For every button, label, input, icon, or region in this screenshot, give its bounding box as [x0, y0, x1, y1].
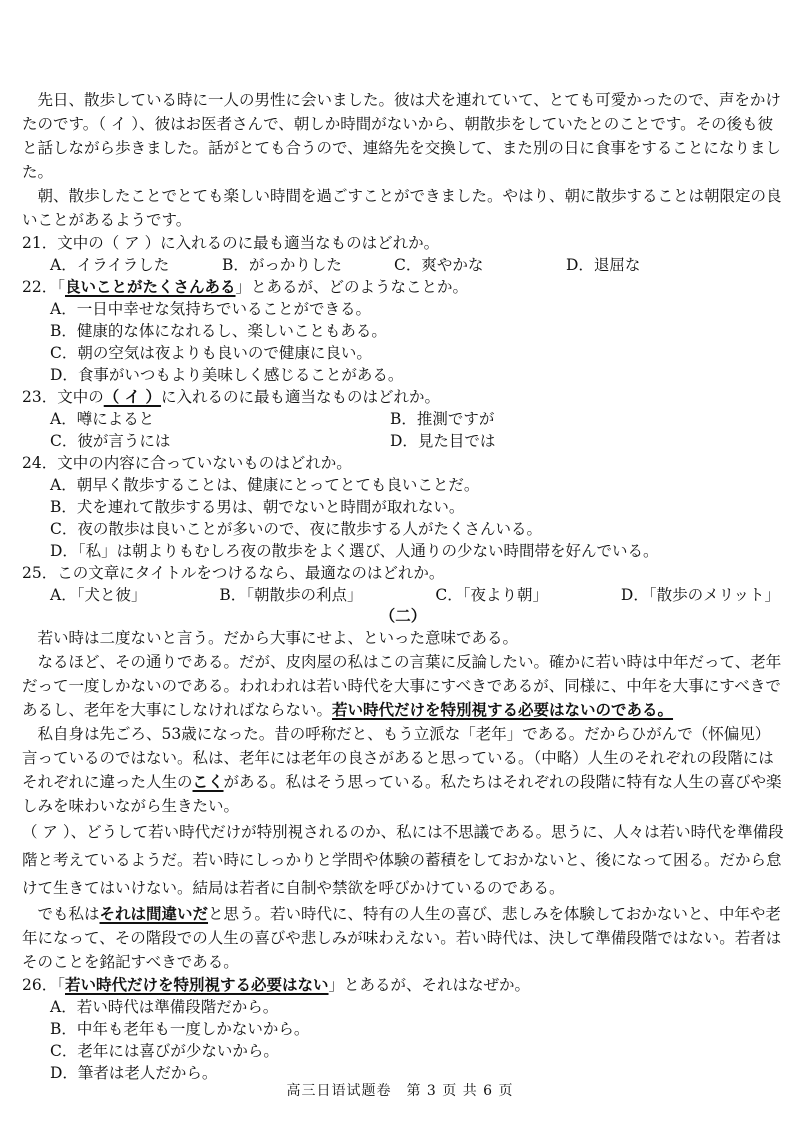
question-22-option-b: B．健康的な体になれるし、楽しいこともある。	[50, 322, 387, 340]
question-25-option-d: D．「散歩のメリット」	[620, 586, 780, 604]
passage1-paragraph1: 先日、散歩している時に一人の男性に会いました。彼は犬を連れていて、とても可愛かったので、声をかけたのです。（ イ ）、彼はお医者さんで、朝しか時間がないから、朝散歩をしていたとのことです。その後も彼と話しながら歩きました。話がとても合うので、連絡先を交換して、また別の日に食事をすることになりました。	[22, 91, 781, 181]
question-22-option-d: D．食事がいつもより美味しく感じることがある。	[50, 366, 404, 384]
passage2-paragraph5	[22, 902, 784, 974]
question-25-option-a: A．「犬と彼」	[50, 586, 147, 604]
question-26-option-c: C．老年には喜びが少ないから。	[50, 1042, 279, 1060]
question-21-stem: 21．文中の（ ア ）に入れるのに最も適当なものはどれか。	[22, 234, 440, 252]
question-22-quote-close: 」とあるが、どのようなことか。	[235, 278, 469, 296]
page-footer: 高三日语试题卷 第 3 页 共 6 页	[286, 1083, 514, 1099]
question-23-option-c: C．彼が言うには	[50, 432, 171, 450]
question-23-options-row2	[50, 430, 784, 452]
question-21-option-a: A．イライラした	[50, 256, 170, 274]
passage2-paragraph1: 若い時は二度ないと言う。だから大事にせよ、といった意味である。	[37, 629, 519, 647]
question-23-post: に入れるのに最も適当なものはどれか。	[161, 388, 441, 406]
question-26-quoted-phrase: 若い時代だけを特別視する必要はない	[65, 975, 329, 994]
question-24-option-d: D．「私」は朝よりもむしろ夜の散歩をよく選び、人通りの少ない時間帯を好んでいる。	[50, 542, 659, 560]
question-22-number: 22．	[22, 278, 58, 296]
question-25-option-b: B．「朝散歩の利点」	[219, 586, 363, 604]
question-21-option-c: C．爽やかな	[394, 256, 484, 274]
question-24-stem: 24．文中の内容に合っていないものはどれか。	[22, 454, 352, 472]
question-23-pre: 23．文中の	[22, 388, 104, 406]
passage2-underlined-claim: 若い時代だけを特別視する必要はないのである。	[332, 700, 674, 719]
question-26-stem	[22, 974, 784, 996]
question-25-options	[50, 584, 780, 606]
passage2-paragraph3	[22, 722, 784, 818]
question-26-quote-close: 」とあるが、それはなぜか。	[328, 976, 531, 994]
passage2-paragraph4: （ ア ）、どうして若い時代だけが特別視されるのか、私には不思議である。思うに、人々は若い時代を準備段階と考えているようだ。若い時にしっかりと学問や体験の蓄積をしておかないと、後になって困る。だから怠けて生きてはいけない。結局は若者に自制や禁欲を呼びかけているのである。	[22, 823, 784, 897]
question-24-option-a: A．朝早く散歩することは、健康にとってとても良いことだ。	[50, 476, 480, 494]
question-26-option-d: D．筆者は老人だから。	[50, 1064, 218, 1082]
question-26-option-a: A．若い時代は準備段階だから。	[50, 998, 279, 1016]
question-24-option-b: B．犬を連れて散歩する男は、朝でないと時間が取れない。	[50, 498, 465, 516]
passage2-underlined-mistake: それは間違いだ	[99, 904, 209, 923]
question-22-stem	[22, 276, 784, 298]
passage2-paragraph3-text-a: 私自身は先ごろ、53歳になった。昔の呼称だと、もう立派な「老年」である。だからひがんで（怀偏见）言っているのではない。私は、老年には老年の良さがあると思っている。（中略）人生のそれぞれの段階にはそれぞれに違った人生の	[22, 725, 774, 791]
passage2-paragraph2-text: なるほど、その通りである。だが、皮肉屋の私はこの言葉に反論したい。確かに若い時は中年だって、老年だって一度しかないのである。われわれは若い時代を大事にすべきであるが、同様に、中年を大事にすべきであるし、老年を大事にしなければならない。	[22, 653, 782, 719]
question-23-option-a: A．噂によると	[50, 410, 155, 428]
question-23-stem	[22, 386, 784, 408]
question-26-option-b: B．中年も老年も一度しかないから。	[50, 1020, 310, 1038]
question-23-option-b: B．推測ですが	[390, 410, 495, 428]
question-23-blank: （ イ ）	[103, 387, 162, 406]
question-26-quote-open: 「	[57, 976, 65, 994]
question-22-quoted-phrase: 良いことがたくさんある	[65, 277, 236, 296]
passage1-paragraph2: 朝、散歩したことでとても楽しい時間を過ごすことができました。やはり、朝に散歩することは朝限定の良いことがあるようです。	[22, 187, 782, 229]
passage2-underlined-koku: こく	[192, 772, 224, 791]
passage2-paragraph5-text-a: でも私は	[37, 905, 100, 923]
section-2-title: （二）	[379, 606, 427, 625]
question-22-option-a: A．一日中幸せな気持ちでいることができる。	[50, 300, 372, 318]
question-23-option-d: D．見た目では	[390, 432, 496, 450]
question-21-option-d: D．退屈な	[566, 256, 641, 274]
question-24-option-c: C．夜の散歩は良いことが多いので、夜に散歩する人がたくさんいる。	[50, 520, 543, 538]
passage2-paragraph2	[22, 650, 784, 722]
question-21-options	[50, 254, 784, 276]
passage2-paragraph3-text-b: がある。私はそう思っている。私たちはそれぞれの段階に特有な人生の喜びや楽しみを味わいながら生きたい。	[22, 773, 782, 815]
question-23-options-row1	[50, 408, 784, 430]
exam-page	[22, 88, 784, 1084]
question-21-option-b: B．がっかりした	[222, 256, 342, 274]
question-25-option-c: C．「夜より朝」	[435, 586, 549, 604]
question-22-option-c: C．朝の空気は夜よりも良いので健康に良い。	[50, 344, 372, 362]
question-26-number: 26．	[22, 976, 58, 994]
question-25-stem: 25．この文章にタイトルをつけるなら、最適なのはどれか。	[22, 564, 445, 582]
passage2-paragraph5-text-b: と思う。若い時代に、特有の人生の喜び、悲しみを体験しておかないと、中年や老年になって、その階段での人生の喜びや悲しみが味わえない。若い時代は、決して準備段階ではない。若者はそのことを銘記すべきである。	[22, 905, 782, 971]
question-22-quote-open: 「	[57, 278, 65, 296]
